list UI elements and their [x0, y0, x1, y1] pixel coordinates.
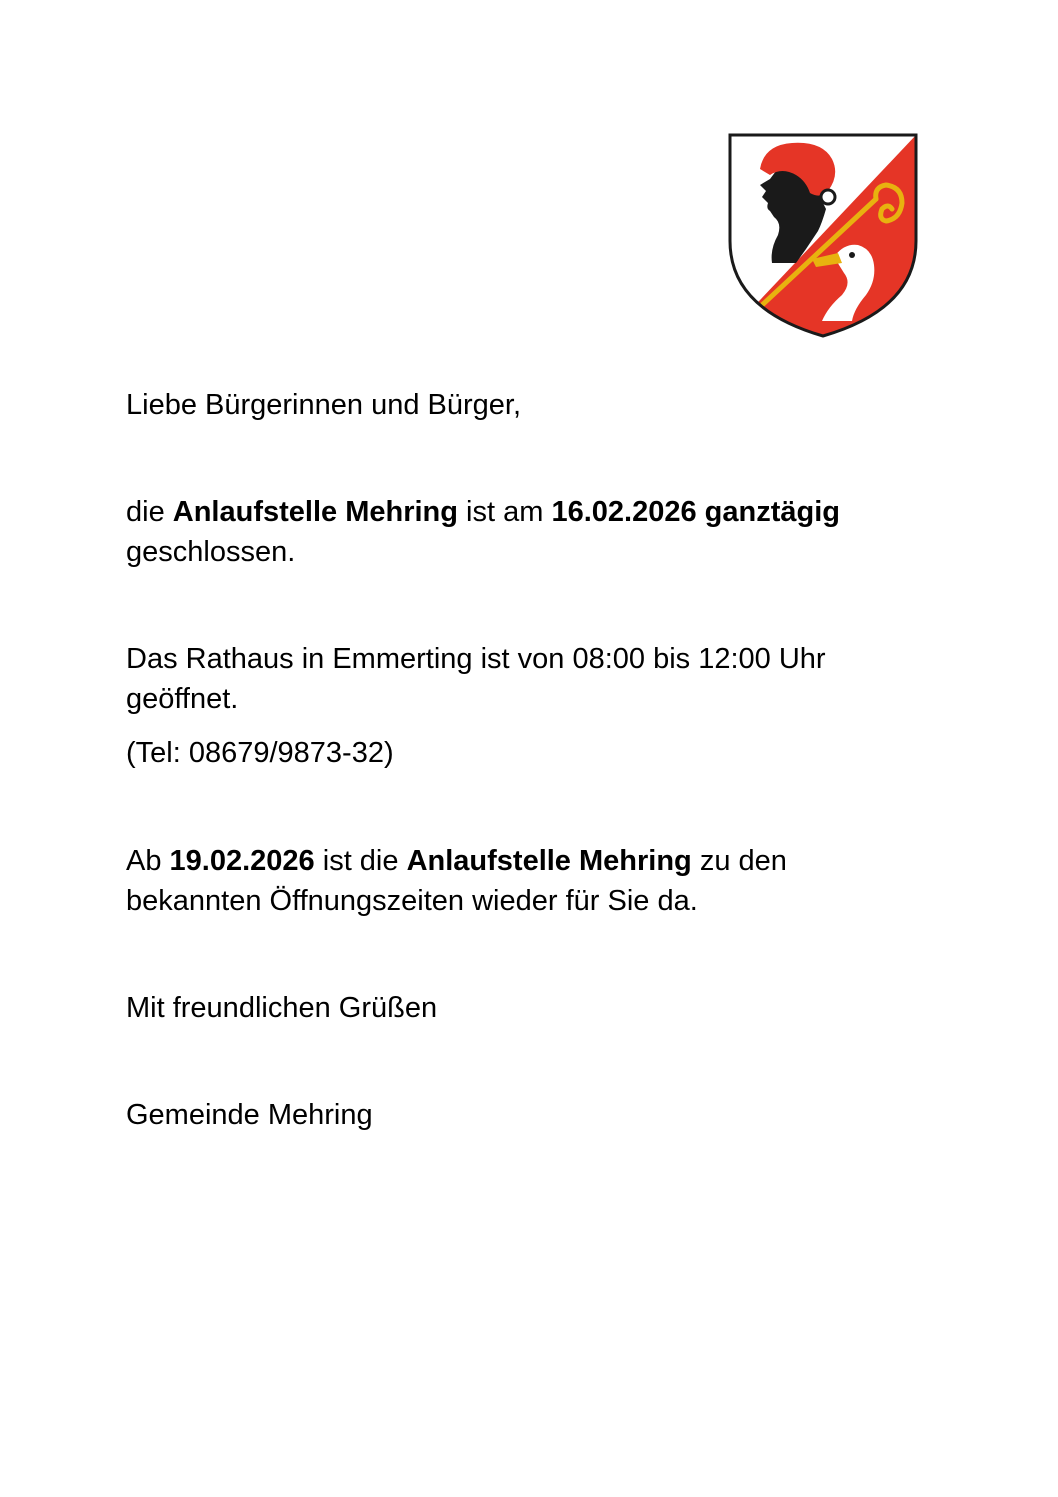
text-segment: geschlossen. — [126, 536, 296, 568]
coat-of-arms-icon — [726, 131, 920, 341]
coat-of-arms — [726, 131, 920, 341]
text-segment: ist am — [457, 496, 552, 528]
text-segment: die — [126, 496, 173, 528]
closure-date: 16.02.2026 ganztägig — [551, 496, 840, 528]
text-segment: Ab — [126, 845, 170, 877]
text-segment: geöffnet. — [126, 683, 239, 715]
closing: Mit freundlichen Grüßen — [126, 992, 438, 1024]
reopening-date: 19.02.2026 — [169, 845, 315, 877]
greeting: Liebe Bürgerinnen und Bürger, — [126, 389, 522, 421]
office-name: Anlaufstelle Mehring — [406, 845, 692, 877]
office-name: Anlaufstelle Mehring — [172, 496, 458, 528]
phone-number: (Tel: 08679/9873-32) — [126, 737, 394, 769]
signature: Gemeinde Mehring — [126, 1099, 373, 1131]
text-segment: bekannten Öffnungszeiten wieder für Sie da. — [126, 885, 698, 917]
text-segment: Das Rathaus in Emmerting ist von 08:00 bis 12:00 Uhr — [126, 643, 826, 675]
town-hall-hours — [126, 639, 826, 719]
text-segment: ist die — [314, 845, 407, 877]
text-segment: zu den — [691, 845, 787, 877]
reopening-notice — [126, 841, 787, 921]
closure-notice — [126, 492, 840, 572]
